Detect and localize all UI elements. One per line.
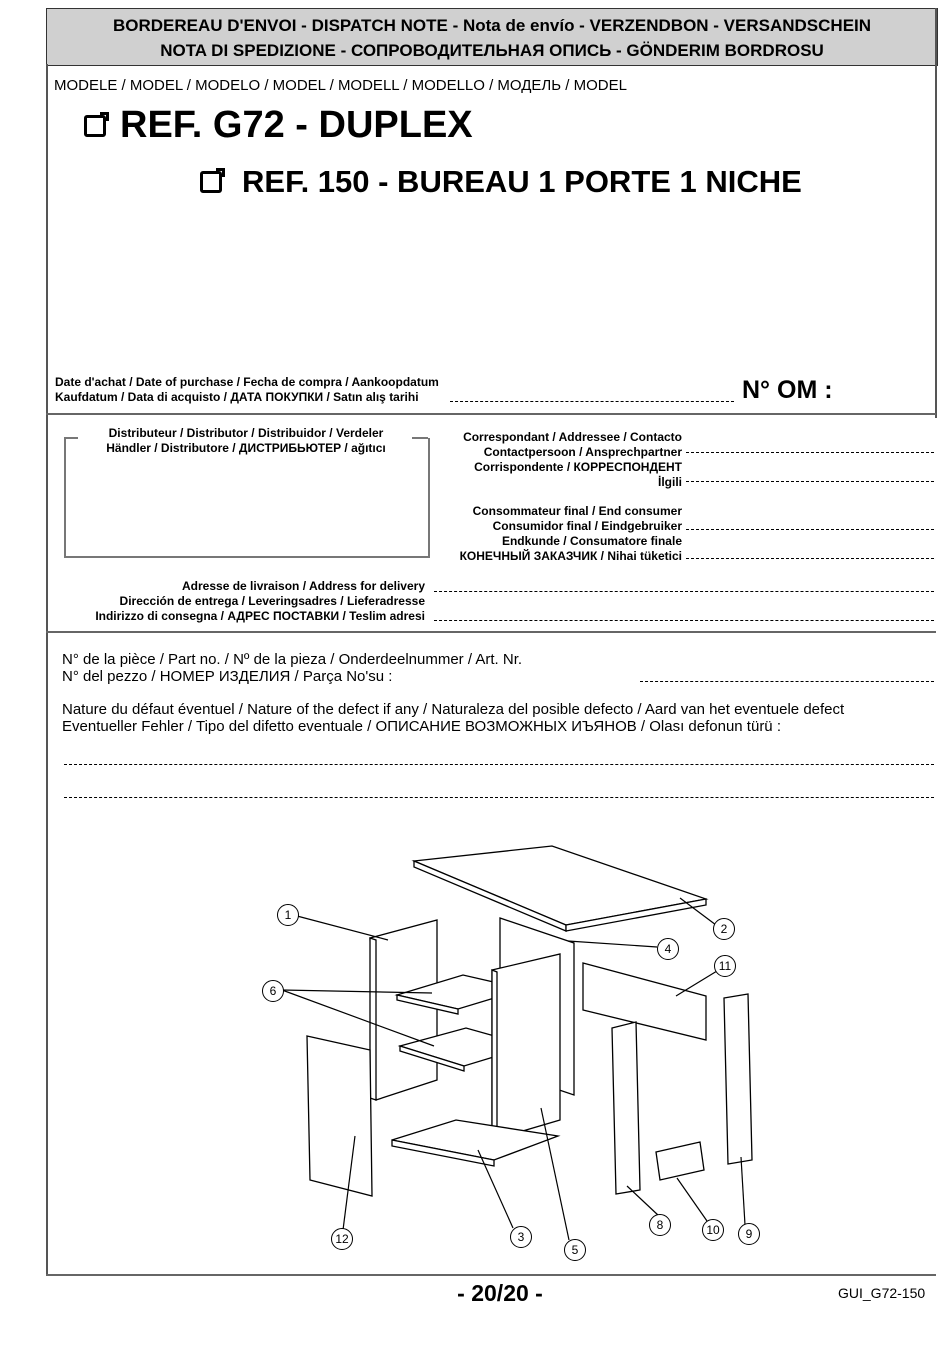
contact-label-1: Correspondant / Addressee / Contacto: [463, 430, 682, 444]
ref2-title: REF. 150 - BUREAU 1 PORTE 1 NICHE: [242, 164, 802, 199]
ref1-title: REF. G72 - DUPLEX: [120, 104, 473, 146]
contact-label-2: Contactpersoon / Ansprechpartner: [483, 445, 682, 459]
callout-11: 11: [714, 955, 736, 977]
part-number-label-1: N° de la pièce / Part no. / Nº de la pieza / Onderdeelnummer / Art. Nr.: [62, 651, 523, 668]
part-number-label-2: N° del pezzo / НОМЕР ИЗДЕЛИЯ / Parça No'su :: [62, 668, 393, 685]
consumer-label-2: Consumidor final / Eindgebruiker: [492, 519, 682, 533]
delivery-label-3: Indirizzo di consegna / АДРЕС ПОСТАВКИ / Teslim adresi: [95, 609, 425, 623]
om-number-label: N° OM :: [742, 376, 833, 404]
callout-12: 12: [331, 1228, 353, 1250]
defect-label-2: Eventueller Fehler / Tipo del difetto eventuale / ОПИСАНИЕ ВОЗМОЖНЫХ ИЪЯНОВ / Olası defonun türü :: [62, 718, 781, 735]
part-rail: [583, 963, 706, 1040]
callout-10: 10: [702, 1219, 724, 1241]
part-post-9: [724, 994, 752, 1164]
consumer-label-3: Endkunde / Consumatore finale: [501, 534, 682, 548]
part-block-10: [656, 1142, 704, 1180]
callout-3: 3: [510, 1226, 532, 1248]
callout-6: 6: [262, 980, 284, 1002]
part-side-panel-12: [307, 1036, 372, 1196]
callout-2: 2: [713, 918, 735, 940]
distributor-label-2: Händler / Distributore / ДИСТРИБЬЮТЕР / ağıtıcı: [106, 441, 386, 455]
part-door: [492, 954, 560, 1140]
part-post-8: [612, 1022, 640, 1194]
purchase-date-label-2: Kaufdatum / Data di acquisto / ДАТА ПОКУПКИ / Satın alış tarihi: [55, 390, 419, 404]
model-label: MODELE / MODEL / MODELO / MODEL / MODELL / MODELLO / МОДЕЛЬ / MODEL: [54, 77, 627, 94]
contact-label-3: Corrispondente / КОРРЕСПОНДЕНТ: [474, 460, 682, 474]
contact-label-4: İlgili: [658, 475, 682, 489]
callout-1: 1: [277, 904, 299, 926]
callout-9: 9: [738, 1223, 760, 1245]
callout-4: 4: [657, 938, 679, 960]
callout-5: 5: [564, 1239, 586, 1261]
consumer-label-4: КОНЕЧНЫЙ ЗАКАЗЧИК / Nihai tüketici: [459, 549, 682, 563]
header-title-line1: BORDEREAU D'ENVOI - DISPATCH NOTE - Nota de envío - VERZENDBON - VERSANDSCHEIN: [112, 16, 872, 35]
callout-8: 8: [649, 1214, 671, 1236]
consumer-label-1: Consommateur final / End consumer: [472, 504, 682, 518]
defect-label-1: Nature du défaut éventuel / Nature of the defect if any / Naturaleza del posible defecto / Aard van het eventuele defect: [62, 701, 845, 718]
delivery-label-2: Dirección de entrega / Leveringsadres / Lieferadresse: [119, 594, 425, 608]
delivery-label-1: Adresse de livraison / Address for delivery: [182, 579, 425, 593]
part-left-side: [370, 920, 437, 1100]
distributor-label-1: Distributeur / Distributor / Distribuidor / Verdeler: [108, 426, 384, 440]
page-number: - 20/20 -: [457, 1280, 543, 1306]
purchase-date-label-1: Date d'achat / Date of purchase / Fecha de compra / Aankoopdatum: [55, 375, 439, 389]
header-title-line2: NOTA DI SPEDIZIONE - СОПРОВОДИТЕЛЬНАЯ ОПИСЬ - GÖNDERIM BORDROSU: [160, 41, 824, 60]
document-code: GUI_G72-150: [838, 1285, 926, 1301]
